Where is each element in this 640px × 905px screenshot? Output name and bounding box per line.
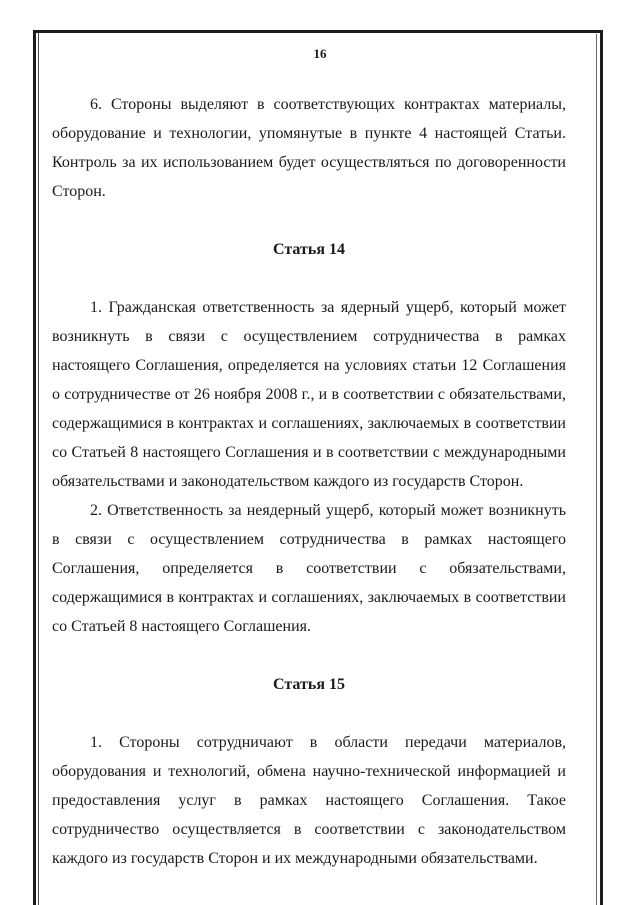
- document-body: [52, 90, 566, 873]
- paragraph-14-1-nuclear-liability: 1. Гражданская ответственность за ядерный ущерб, который может возникнуть в связи с осуществлением сотрудничества в рамках настоящего Соглашения, определяется на условиях статьи 12 Соглашения о сотрудничестве от 26 ноября 2008 г., и в соответствии с обязательствами, содержащимися в контрактах и соглашениях, заключаемых в соответствии со Статьей 8 настоящего Соглашения и в соответствии с международными обязательствами и законодательством каждого из государств Сторон.: [52, 299, 566, 490]
- page-frame-left-border: [33, 30, 36, 905]
- paragraph-15-1-cooperation: 1. Стороны сотрудничают в области передачи материалов, оборудования и технологий, обмена научно-технической информацией и предоставления услуг в рамках настоящего Соглашения. Такое сотрудничество осуществляется в соответствии с законодательством каждого из государств Сторон и их международными обязательствами.: [52, 734, 566, 867]
- page-frame-left-inner-line: [38, 30, 39, 905]
- page-number: 16: [313, 46, 327, 61]
- paragraph-14-2-non-nuclear-liability: 2. Ответственность за неядерный ущерб, который может возникнуть в связи с осуществлением сотрудничества в рамках настоящего Соглашения, определяется в соответствии с обязательствами, содержащимися в контрактах и соглашениях, заключаемых в соответствии со Статьей 8 настоящего Соглашения.: [52, 502, 566, 635]
- page-frame-right-inner-line: [596, 34, 597, 905]
- paragraph-6-materials-control: 6. Стороны выделяют в соответствующих контрактах материалы, оборудование и технологии, упомянутые в пункте 4 настоящей Статьи. Контроль за их использованием будет осуществляться по договоренности Сторон.: [52, 96, 566, 200]
- heading-article-14: Статья 14: [273, 241, 345, 258]
- page-frame-top-border: [33, 30, 603, 33]
- page-frame-right-border: [600, 30, 603, 905]
- heading-article-15: Статья 15: [273, 676, 345, 693]
